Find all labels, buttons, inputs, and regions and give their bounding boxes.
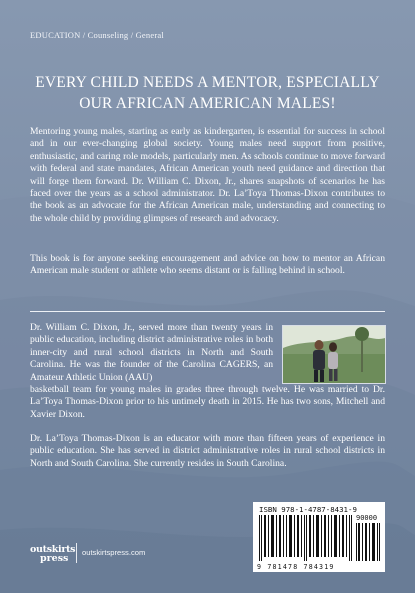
isbn-barcode bbox=[253, 502, 385, 572]
publisher-website[interactable]: outskirtspress.com bbox=[82, 548, 146, 557]
headline-line-2: OUR AFRICAN AMERICAN MALES! bbox=[79, 95, 336, 112]
description-paragraph-1: Mentoring young males, starting as early as kindergarten, is essential for success in school and in our ever-changing global society. Young males need support from positive, enthusiastic, and caring role models, particularly men. As schools continue to move forward with federal and state mandates, African American youth need guidance and direction that will forge them forward. Dr. William C. Dixon, Jr., shares snapshots of scenarios he has faced over the years as a school administrator. Dr. La’Toya Thomas-Dixon contributes to the book as an advocate for the African American male, understanding and connecting to the whole child by providing glimpses of research and advocacy. bbox=[30, 126, 385, 224]
category-label: EDUCATION / Counseling / General bbox=[30, 30, 164, 40]
publisher-logo bbox=[30, 545, 75, 563]
divider bbox=[30, 311, 385, 312]
headline-line-1: EVERY CHILD NEEDS A MENTOR, ESPECIALLY bbox=[35, 74, 380, 91]
author-bio-latoya: Dr. La’Toya Thomas-Dixon is an educator with more than fifteen years of experience in public education. She has served in district administrative roles in rural school districts in North and South Carolina. She currently resides in South Carolina. bbox=[30, 433, 385, 469]
barcode-digits: 9 781478 784319 bbox=[257, 563, 335, 571]
isbn-label: ISBN 978-1-4787-8431-9 bbox=[259, 505, 357, 514]
description-paragraph-2: This book is for anyone seeking encouragement and advice on how to mentor an African American male student or athlete who seems distant or is falling behind in school. bbox=[30, 253, 385, 277]
price-code: 90000 bbox=[356, 514, 378, 522]
headline bbox=[30, 72, 385, 114]
author-bio-william-rest: basketball team for young males in grades three through twelve. He was married to Dr. La’Toya Thomas-Dixon prior to his untimely death in 2015. He has two sons, Mitchell and Xavier Dixon. bbox=[30, 384, 385, 420]
addon-barcode-bars bbox=[356, 523, 380, 561]
publisher-logo-line-1: outskirts bbox=[30, 544, 76, 555]
author-photo bbox=[282, 325, 386, 384]
publisher-separator bbox=[76, 543, 77, 563]
ean-barcode-bars bbox=[259, 515, 353, 561]
publisher-logo-line-2: press bbox=[40, 553, 69, 564]
author-bio-william-intro: Dr. William C. Dixon, Jr., served more than twenty years in public education, including district administrative roles in both inner-city and rural school districts in North and South Carolina. He was the founder of the Carolina CAGERS, an Amateur Athletic Union (AAU) bbox=[30, 322, 273, 383]
